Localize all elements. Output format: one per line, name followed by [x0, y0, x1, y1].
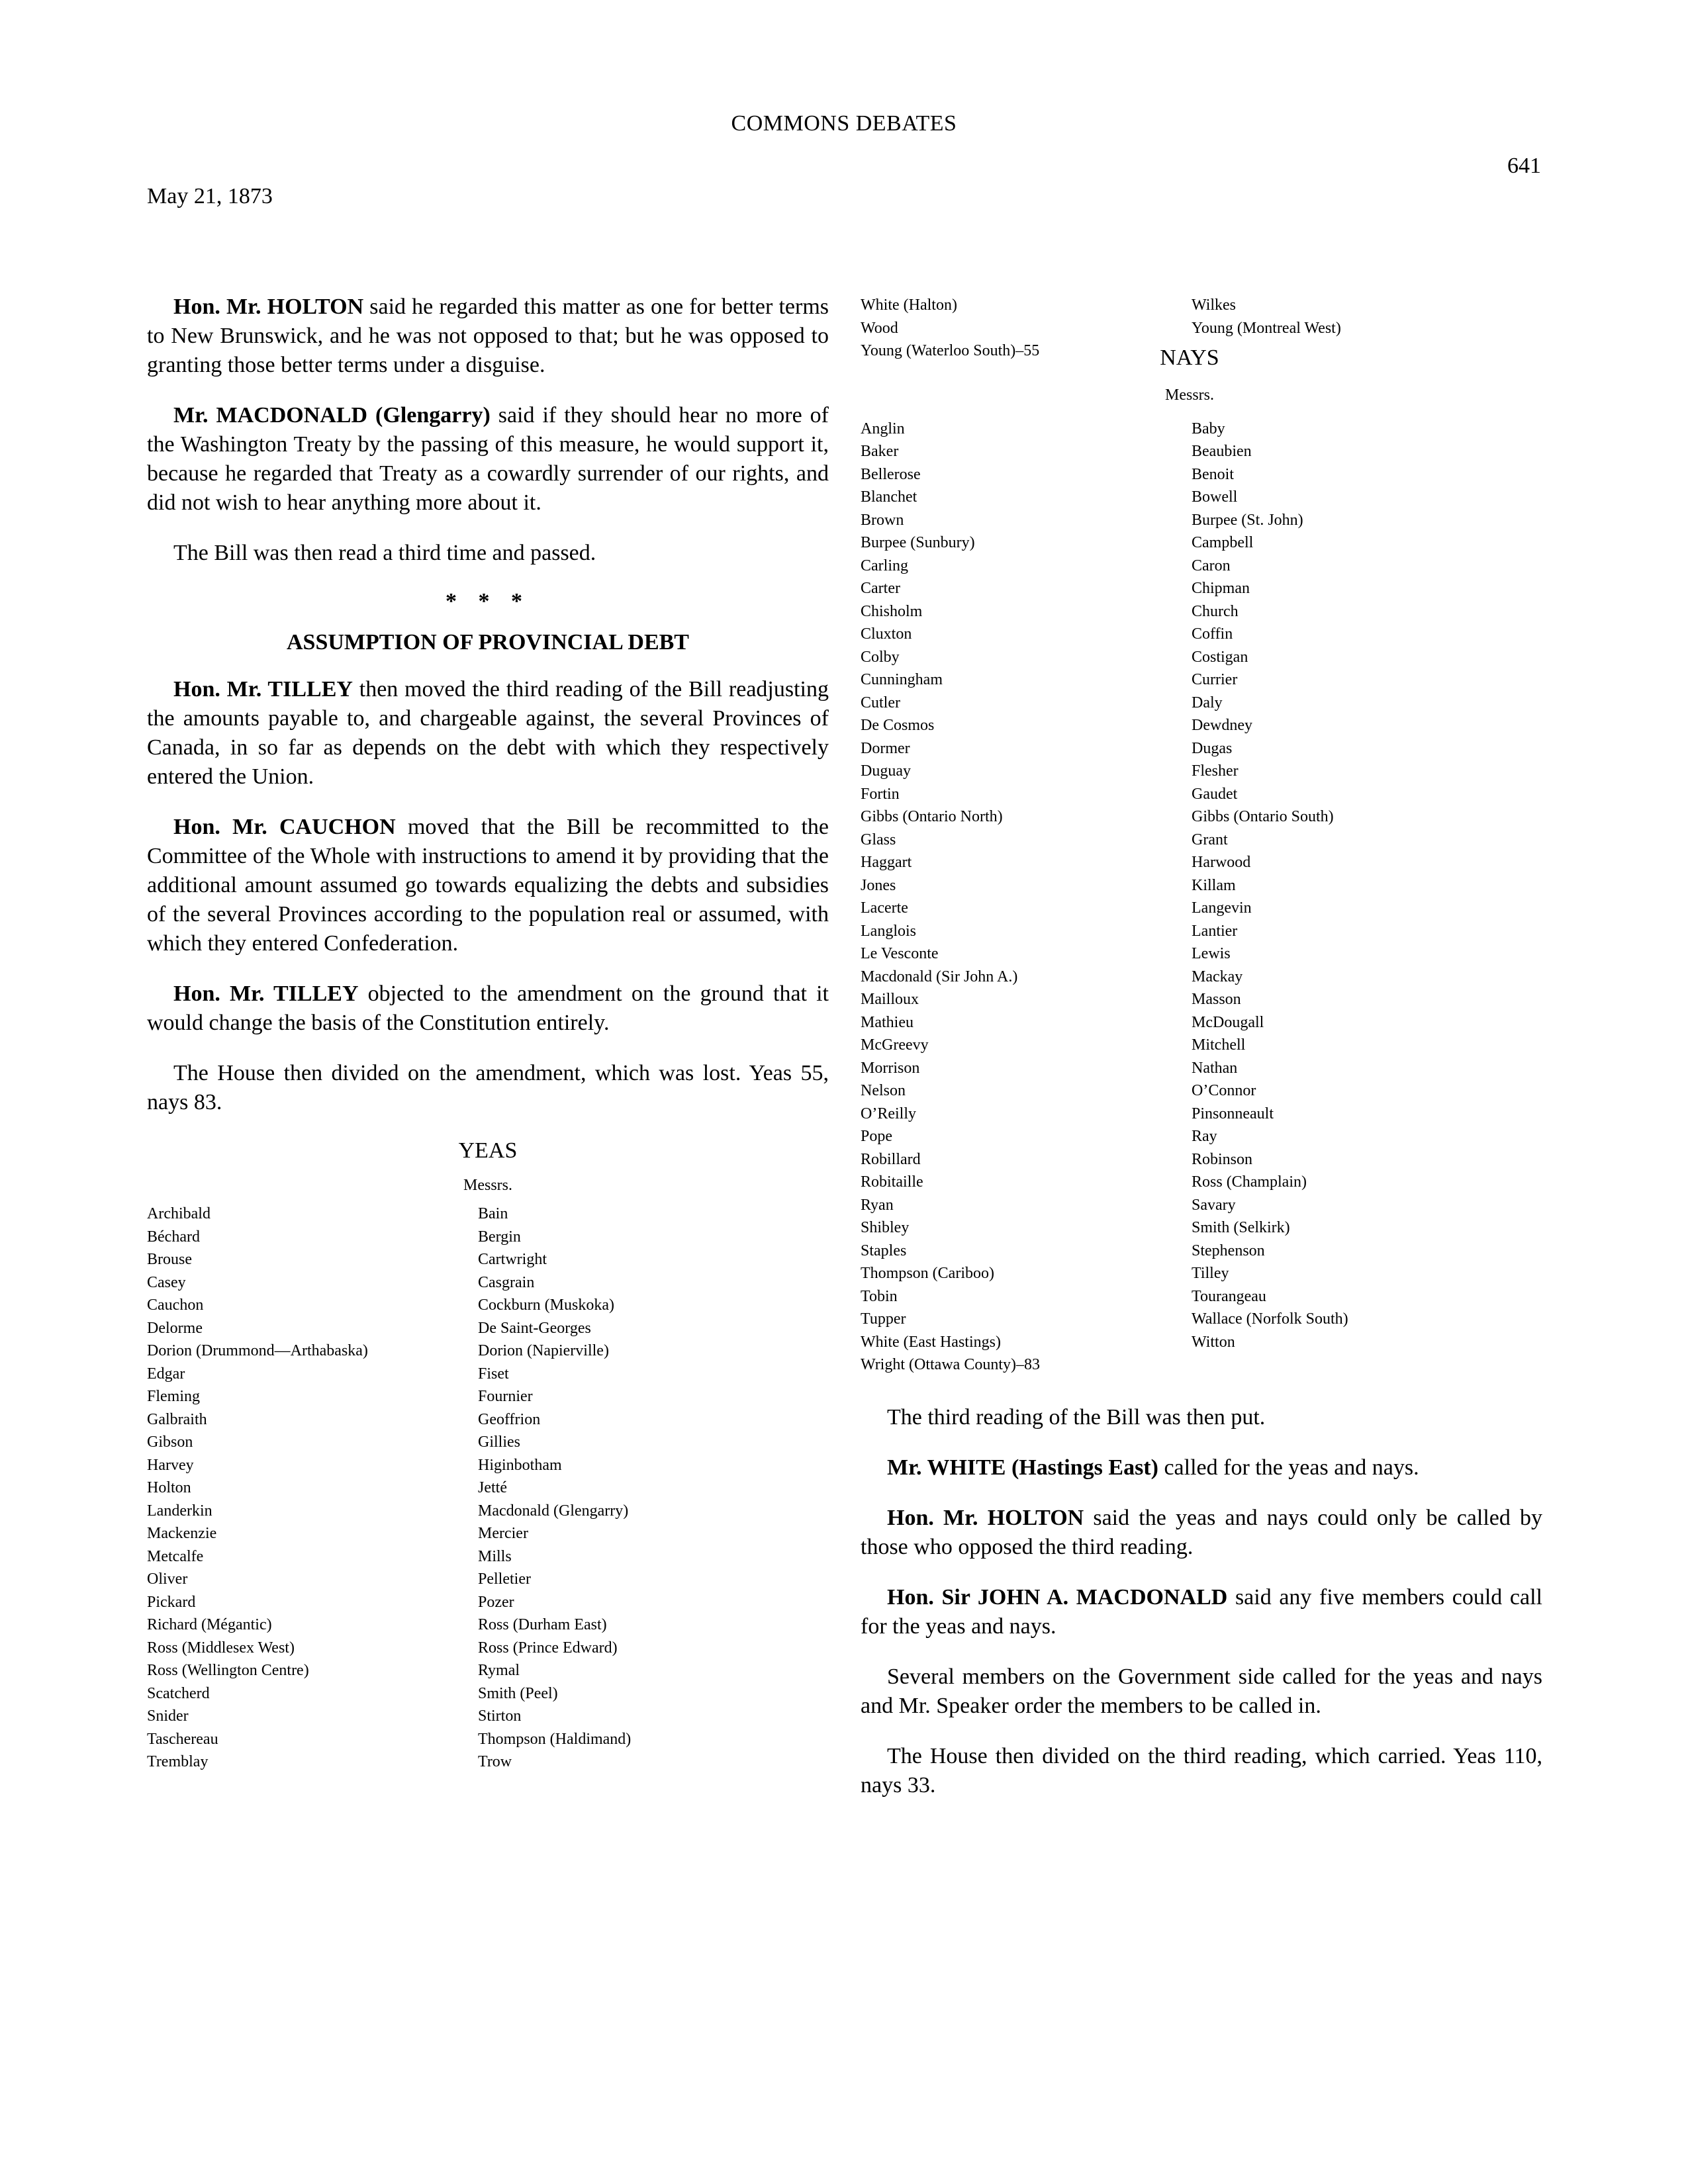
speech-text: called for the yeas and nays.: [1158, 1455, 1419, 1480]
yeas-list: [147, 1203, 829, 1774]
member-name: Dugas: [1192, 739, 1233, 757]
member-name: Landerkin: [147, 1502, 212, 1520]
member-name: Burpee (Sunbury): [861, 534, 975, 551]
member-name: Fleming: [147, 1388, 201, 1405]
member-name: Burpee (St. John): [1192, 511, 1303, 529]
section-separator: * * *: [445, 589, 530, 614]
member-name: Tourangeau: [1192, 1287, 1266, 1305]
member-name: O’Reilly: [861, 1105, 916, 1122]
nays-heading: NAYS: [1160, 345, 1219, 370]
member-name: Ross (Middlesex West): [147, 1639, 295, 1657]
member-name: Mercier: [478, 1525, 528, 1542]
member-name: Geoffrion: [478, 1410, 541, 1428]
member-name: Higinbotham: [478, 1456, 562, 1474]
speech-text: said he regarded this matter as one for better terms to New Brunswick, and he was not opposed to that; but he was opposed to granting those better terms under a disguise.: [147, 295, 829, 377]
member-name: Cluxton: [861, 625, 912, 643]
speech-text: The House then divided on the third reading, which carried. Yeas 110, nays 33.: [861, 1743, 1542, 1797]
member-name: Scatcherd: [147, 1684, 210, 1702]
paragraph-division-third-reading: [861, 1742, 1542, 1800]
speaker-name: Hon. Mr. CAUCHON: [173, 815, 396, 839]
member-name: Anglin: [861, 420, 905, 437]
member-name: Pope: [861, 1128, 892, 1145]
member-name: Thompson (Cariboo): [861, 1265, 994, 1282]
member-name: Killam: [1192, 876, 1236, 894]
member-name: Smith (Selkirk): [1192, 1219, 1290, 1236]
member-name: Shibley: [861, 1219, 910, 1236]
member-name: O’Connor: [1192, 1082, 1256, 1099]
member-name: Dorion (Napierville): [478, 1342, 609, 1359]
right-column: [861, 294, 1542, 1821]
member-name: Le Vesconte: [861, 945, 939, 962]
member-name: Mackenzie: [147, 1525, 217, 1542]
member-name: Oliver: [147, 1570, 188, 1588]
paragraph-macdonald-glengarry: [147, 401, 829, 518]
member-name: Tupper: [861, 1310, 906, 1328]
running-head: COMMONS DEBATES: [731, 111, 957, 136]
member-name: Colby: [861, 648, 900, 666]
member-name: Cauchon: [147, 1297, 204, 1314]
member-name: Baby: [1192, 420, 1225, 437]
speaker-name: Hon. Mr. TILLEY: [173, 677, 353, 702]
member-name: Mathieu: [861, 1013, 914, 1031]
member-name: Richard (Mégantic): [147, 1616, 272, 1633]
member-name: Savary: [1192, 1196, 1236, 1214]
member-name: McGreevy: [861, 1036, 929, 1054]
member-name: Daly: [1192, 694, 1223, 711]
paragraph-holton: [147, 293, 829, 380]
speaker-name: Hon. Sir JOHN A. MACDONALD: [887, 1584, 1228, 1610]
member-name: Mitchell: [1192, 1036, 1246, 1054]
member-name: Béchard: [147, 1228, 200, 1246]
member-name: Pickard: [147, 1593, 196, 1611]
member-name: Gibbs (Ontario South): [1192, 808, 1334, 825]
member-name: Fournier: [478, 1388, 533, 1405]
member-name: Fortin: [861, 785, 900, 803]
member-name: Wood: [861, 319, 898, 337]
member-name: Ray: [1192, 1128, 1217, 1145]
speech-text: The third reading of the Bill was then put.: [887, 1404, 1266, 1430]
paragraph-holton-reply: [861, 1504, 1542, 1562]
member-name: White (Halton): [861, 296, 957, 314]
member-name: Pinsonneault: [1192, 1105, 1274, 1122]
speech-text: objected to the amendment on the ground that it would change the basis of the Constitution entirely.: [147, 981, 829, 1035]
member-name: Metcalfe: [147, 1547, 204, 1565]
speech-text: said any five members could call for the yeas and nays.: [861, 1584, 1542, 1639]
member-name: Glass: [861, 831, 896, 848]
member-name: Morrison: [861, 1059, 920, 1077]
member-name: Cutler: [861, 694, 900, 711]
speaker-name: Mr. WHITE (Hastings East): [887, 1455, 1158, 1480]
member-name: Chipman: [1192, 580, 1250, 597]
member-name: Jetté: [478, 1479, 507, 1496]
member-name: Nathan: [1192, 1059, 1238, 1077]
speech-text: Several members on the Government side called for the yeas and nays and Mr. Speaker order the members to be called in.: [861, 1664, 1542, 1718]
paragraph-division-amendment: [147, 1059, 829, 1117]
member-name: Robillard: [861, 1150, 921, 1168]
nays-messrs: Messrs.: [1164, 386, 1214, 404]
member-name: Snider: [147, 1707, 189, 1725]
yeas-messrs: Messrs.: [463, 1177, 512, 1194]
member-name: Rymal: [478, 1662, 520, 1679]
member-name: Jones: [861, 876, 896, 894]
member-name: Delorme: [147, 1319, 203, 1337]
member-name: De Cosmos: [861, 717, 935, 734]
member-name: Holton: [147, 1479, 191, 1496]
member-name: Tilley: [1192, 1265, 1229, 1282]
page-date: May 21, 1873: [147, 184, 273, 208]
member-name: Lantier: [1192, 922, 1238, 940]
member-name: Tremblay: [147, 1753, 209, 1770]
member-name: Stephenson: [1192, 1242, 1265, 1259]
page-number: 641: [1507, 154, 1541, 178]
member-name: Mills: [478, 1547, 512, 1565]
paragraph-bill-passed: [147, 539, 829, 568]
member-name: Pozer: [478, 1593, 514, 1611]
member-name: Mackay: [1192, 968, 1243, 985]
member-name: Gibbs (Ontario North): [861, 808, 1003, 825]
member-name: Gibson: [147, 1433, 193, 1451]
member-name: Young (Montreal West): [1192, 319, 1341, 337]
section-title: ASSUMPTION OF PROVINCIAL DEBT: [287, 630, 689, 655]
member-name: Carling: [861, 557, 908, 574]
member-name: Wright (Ottawa County)–83: [861, 1356, 1040, 1373]
member-name: Robinson: [1192, 1150, 1253, 1168]
member-name: Archibald: [147, 1205, 211, 1222]
member-name: Nelson: [861, 1082, 906, 1099]
member-name: Thompson (Haldimand): [478, 1730, 632, 1748]
paragraph-cauchon-motion: [147, 813, 829, 958]
paragraph-sir-john-macdonald: [861, 1583, 1542, 1641]
member-name: Gaudet: [1192, 785, 1238, 803]
member-name: Dorion (Drummond—Arthabaska): [147, 1342, 368, 1359]
member-name: Bain: [478, 1205, 508, 1222]
member-name: Langevin: [1192, 899, 1252, 917]
member-name: [1192, 1353, 1523, 1377]
member-name: Ross (Wellington Centre): [147, 1662, 309, 1679]
member-name: Caron: [1192, 557, 1231, 574]
left-column: [147, 293, 829, 1774]
member-name: Fiset: [478, 1365, 509, 1383]
member-name: Stirton: [478, 1707, 522, 1725]
member-name: Lewis: [1192, 945, 1231, 962]
member-name: Mailloux: [861, 991, 919, 1008]
member-name: Edgar: [147, 1365, 185, 1383]
member-name: Benoit: [1192, 465, 1234, 483]
member-name: Brown: [861, 511, 904, 529]
paragraph-members-called: [861, 1662, 1542, 1721]
member-name: Campbell: [1192, 534, 1254, 551]
member-name: Coffin: [1192, 625, 1233, 643]
member-name: Galbraith: [147, 1410, 207, 1428]
member-name: Macdonald (Glengarry): [478, 1502, 629, 1520]
member-name: Baker: [861, 443, 899, 460]
member-name: Langlois: [861, 922, 916, 940]
paragraph-third-reading-put: [861, 1403, 1542, 1432]
member-name: Chisholm: [861, 602, 923, 620]
member-name: Blanchet: [861, 488, 917, 506]
speaker-name: Mr. MACDONALD (Glengarry): [173, 403, 491, 428]
speech-text: moved that the Bill be recommitted to the Committee of the Whole with instructions to amend it by providing that the additional amount assumed go towards equalizing the debts and subsidies of the several Provinces according to the population real or assumed, with which they entered Confederation.: [147, 815, 829, 956]
member-name: Church: [1192, 602, 1239, 620]
member-name: Bellerose: [861, 465, 921, 483]
member-name: Carter: [861, 580, 900, 597]
member-name: Casey: [147, 1273, 186, 1291]
member-name: Macdonald (Sir John A.): [861, 968, 1018, 985]
member-name: Taschereau: [147, 1730, 218, 1748]
member-name: Dewdney: [1192, 717, 1252, 734]
member-name: Ryan: [861, 1196, 894, 1214]
member-name: Young (Waterloo South)–55: [861, 342, 1040, 359]
member-name: Robitaille: [861, 1173, 923, 1191]
yeas-heading: YEAS: [458, 1138, 518, 1163]
speech-text: The House then divided on the amendment, which was lost. Yeas 55, nays 83.: [147, 1061, 829, 1115]
member-name: Cunningham: [861, 671, 943, 688]
member-name: Staples: [861, 1242, 907, 1259]
member-name: Wallace (Norfolk South): [1192, 1310, 1348, 1328]
speech-text: said if they should hear no more of the Washington Treaty by the passing of this measure, he would support it, because he regarded that Treaty as a cowardly surrender of our rights, and did not wish to hear anything more about it.: [147, 403, 829, 515]
member-name: Lacerte: [861, 899, 908, 917]
member-name: Gillies: [478, 1433, 520, 1451]
after-nays-text: [861, 1403, 1542, 1800]
paragraph-tilley-objection: [147, 979, 829, 1038]
speaker-name: Hon. Mr. HOLTON: [173, 295, 364, 319]
speech-text: then moved the third reading of the Bill readjusting the amounts payable to, and chargeable against, the several Provinces of Canada, in so far as depends on the debt with which they respectively entered the Union.: [147, 677, 829, 789]
member-name: Casgrain: [478, 1273, 535, 1291]
paragraph-tilley-motion: [147, 675, 829, 792]
member-name: Grant: [1192, 831, 1228, 848]
member-name: Witton: [1192, 1333, 1235, 1351]
member-name: Haggart: [861, 854, 912, 871]
member-name: Harvey: [147, 1456, 194, 1474]
member-name: De Saint-Georges: [478, 1319, 591, 1337]
speaker-name: Hon. Mr. HOLTON: [887, 1505, 1084, 1530]
member-name: Masson: [1192, 991, 1241, 1008]
member-name: Brouse: [147, 1251, 192, 1268]
member-name: Duguay: [861, 762, 911, 780]
member-name: Currier: [1192, 671, 1238, 688]
member-name: Smith (Peel): [478, 1684, 558, 1702]
member-name: Bergin: [478, 1228, 521, 1246]
member-name: Ross (Durham East): [478, 1616, 607, 1633]
speech-text: The Bill was then read a third time and passed.: [173, 541, 596, 565]
member-name: Cockburn (Muskoka): [478, 1297, 614, 1314]
member-name: Beaubien: [1192, 443, 1252, 460]
nays-list: [861, 418, 1542, 1377]
member-name: Harwood: [1192, 854, 1251, 871]
member-name: Dormer: [861, 739, 910, 757]
member-name: Ross (Champlain): [1192, 1173, 1307, 1191]
member-name: Wilkes: [1192, 296, 1237, 314]
member-name: Costigan: [1192, 648, 1248, 666]
member-name: Flesher: [1192, 762, 1239, 780]
paragraph-white-hastings: [861, 1453, 1542, 1482]
member-name: Trow: [478, 1753, 512, 1770]
speech-text: said the yeas and nays could only be called by those who opposed the third reading.: [861, 1505, 1542, 1559]
member-name: Ross (Prince Edward): [478, 1639, 618, 1657]
speaker-name: Hon. Mr. TILLEY: [173, 981, 359, 1006]
member-name: Bowell: [1192, 488, 1238, 506]
member-name: White (East Hastings): [861, 1333, 1001, 1351]
member-name: Cartwright: [478, 1251, 547, 1268]
member-name: Pelletier: [478, 1570, 531, 1588]
member-name: Tobin: [861, 1287, 898, 1305]
member-name: McDougall: [1192, 1013, 1264, 1031]
